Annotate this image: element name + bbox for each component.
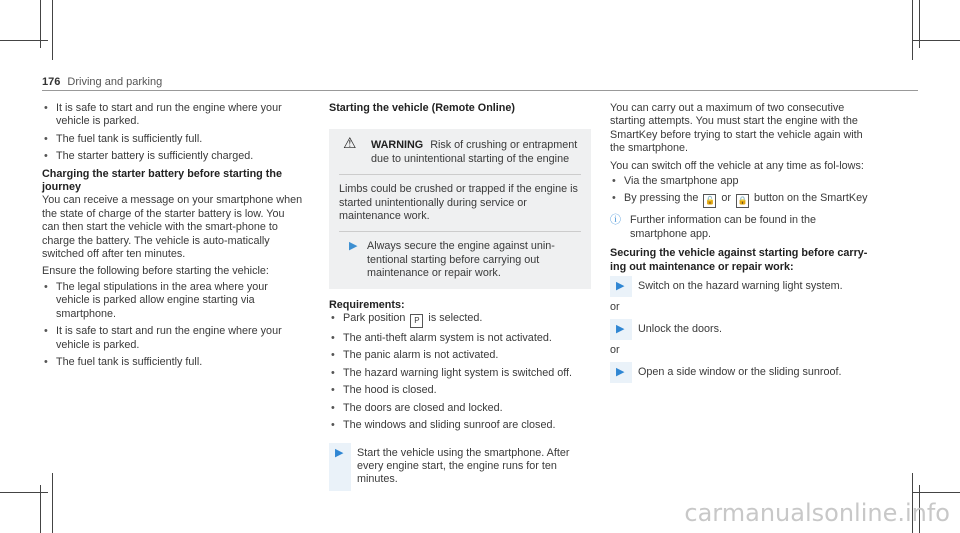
list-item: • The doors are closed and locked. bbox=[331, 401, 503, 414]
lock-button-icon: 🔒 bbox=[736, 194, 749, 208]
header-divider bbox=[42, 90, 918, 91]
column-1 bbox=[42, 102, 304, 373]
bullet-list bbox=[610, 175, 872, 208]
or-label: or bbox=[610, 301, 620, 314]
action-arrow-icon: ▶ bbox=[349, 240, 358, 253]
info-icon: ⓘ bbox=[610, 214, 621, 227]
bullet-icon: • bbox=[612, 192, 616, 205]
crop-mark bbox=[52, 0, 53, 60]
warning-action: ▶ Always secure the engine against unin-tentional starting before carrying out maintenance or repair work. bbox=[349, 240, 555, 280]
list-item: • The windows and sliding sunroof are closed. bbox=[331, 419, 556, 432]
list-item: • By pressing the 🔓 or 🔒 button on the SmartKey bbox=[610, 192, 872, 208]
bullet-icon: • bbox=[331, 401, 335, 414]
list-item: • It is safe to start and run the engine where your vehicle is parked. bbox=[44, 325, 282, 351]
section-heading: Charging the starter battery before starting the journey bbox=[42, 167, 282, 194]
bullet-icon: • bbox=[331, 332, 335, 345]
action-step: ▶ Switch on the hazard warning light system. bbox=[610, 280, 872, 293]
list-item: • The panic alarm is not activated. bbox=[331, 349, 499, 362]
bullet-icon: • bbox=[44, 150, 48, 163]
bullet-icon: • bbox=[331, 349, 335, 362]
action-step: ▶ Unlock the doors. bbox=[610, 323, 872, 336]
warning-box bbox=[329, 129, 591, 288]
list-item: • The starter battery is sufficiently charged. bbox=[44, 150, 254, 163]
bullet-icon: • bbox=[44, 355, 48, 368]
bullet-icon: • bbox=[331, 312, 335, 325]
list-item: • The anti-theft alarm system is not activated. bbox=[331, 332, 552, 345]
park-position-icon: P bbox=[410, 314, 423, 328]
crop-mark bbox=[52, 473, 53, 533]
section-heading: Securing the vehicle against starting before carry-ing out maintenance or repair work: bbox=[610, 247, 868, 273]
paragraph: You can switch off the vehicle at any time as fol-lows: bbox=[610, 159, 864, 172]
crop-mark bbox=[0, 40, 48, 41]
action-arrow-icon: ▶ bbox=[335, 446, 344, 459]
action-arrow-icon: ▶ bbox=[616, 322, 625, 335]
warning-triangle-icon: ⚠ bbox=[343, 135, 357, 153]
divider bbox=[339, 174, 581, 175]
list-item: • The fuel tank is sufficiently full. bbox=[44, 355, 203, 368]
bullet-list bbox=[42, 102, 304, 164]
warning-text: Risk of crushing or entrapment due to unintentional starting of the engine bbox=[371, 139, 578, 165]
paragraph: You can receive a message on your smartphone when the state of charge of the starter battery is low. You can then start the vehicle with the smart-phone to charge the battery. The vehicle is auto-matically switched off after ten minutes. bbox=[42, 194, 303, 261]
crop-mark bbox=[0, 492, 48, 493]
column-3 bbox=[610, 102, 872, 385]
unlock-button-icon: 🔓 bbox=[703, 194, 716, 208]
bullet-list bbox=[42, 281, 304, 369]
bullet-icon: • bbox=[331, 384, 335, 397]
bullet-icon: • bbox=[331, 419, 335, 432]
bullet-icon: • bbox=[44, 102, 48, 114]
crop-mark bbox=[912, 40, 960, 41]
warning-title: WARNING bbox=[371, 139, 424, 152]
column-2 bbox=[329, 102, 591, 493]
list-item: • The fuel tank is sufficiently full. bbox=[44, 132, 203, 145]
list-item: • The legal stipulations in the area where your vehicle is parked allow engine starting via smartphone. bbox=[44, 280, 268, 320]
section-title: Driving and parking bbox=[67, 76, 163, 88]
action-arrow-icon: ▶ bbox=[616, 365, 625, 378]
divider bbox=[339, 231, 581, 232]
action-arrow-icon: ▶ bbox=[616, 280, 625, 293]
list-item: • The hood is closed. bbox=[331, 384, 437, 397]
watermark: carmanualsonline.info bbox=[684, 499, 950, 527]
page-number: 176 bbox=[42, 76, 61, 88]
requirements-list bbox=[329, 312, 591, 432]
list-item: • Park position P is selected. bbox=[329, 312, 591, 328]
warning-header bbox=[339, 135, 581, 166]
warning-body: Limbs could be crushed or trapped if the engine is started unintentionally during service or maintenance work. bbox=[339, 183, 578, 223]
bullet-icon: • bbox=[44, 132, 48, 145]
bullet-icon: • bbox=[44, 325, 48, 338]
section-heading: Starting the vehicle (Remote Online) bbox=[329, 102, 515, 114]
page-header bbox=[42, 76, 162, 88]
list-item: • It is safe to start and run the engine where your vehicle is parked. bbox=[44, 102, 282, 128]
bullet-icon: • bbox=[331, 366, 335, 379]
info-note: ⓘ Further information can be found in the smartphone app. bbox=[610, 214, 817, 240]
crop-mark bbox=[912, 492, 960, 493]
crop-mark bbox=[912, 0, 913, 60]
list-item: • The hazard warning light system is switched off. bbox=[331, 366, 573, 379]
action-step: ▶ Open a side window or the sliding sunroof. bbox=[610, 366, 872, 379]
paragraph: You can carry out a maximum of two consecutive starting attempts. You must start the engine with the SmartKey before trying to start the vehicle again with the smartphone. bbox=[610, 102, 863, 155]
bullet-icon: • bbox=[612, 175, 616, 188]
bullet-icon: • bbox=[44, 280, 48, 293]
requirements-label: Requirements: bbox=[329, 298, 405, 311]
paragraph: Ensure the following before starting the vehicle: bbox=[42, 265, 269, 278]
or-label: or bbox=[610, 344, 620, 357]
list-item: • Via the smartphone app bbox=[612, 175, 739, 188]
action-step: ▶ Start the vehicle using the smartphone. After every engine start, the engine runs for ten minutes. bbox=[329, 447, 591, 487]
